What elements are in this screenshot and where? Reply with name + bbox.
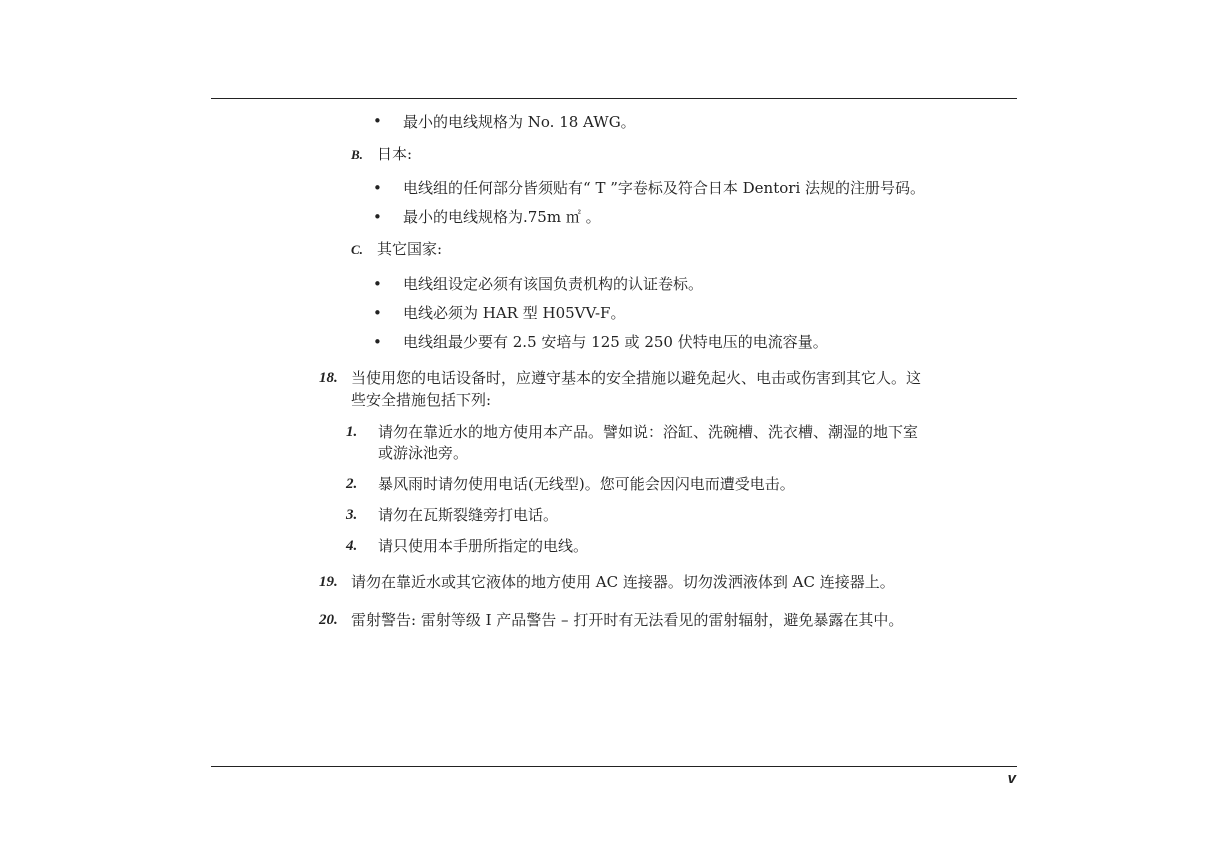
- subitem-number: 1.: [346, 424, 358, 440]
- page-number: v: [1007, 770, 1016, 787]
- bullet-text: 最小的电线规格为.75m ㎡ 。: [403, 208, 601, 226]
- item-18-line1: 当使用您的电话设备时，应遵守基本的安全措施以避免起火、电击或伤害到其它人。这: [351, 369, 922, 387]
- bullet-dot: •: [373, 208, 382, 226]
- bullet-dot: •: [373, 179, 382, 197]
- bullet-text: 最小的电线规格为 No. 18 AWG。: [403, 113, 636, 131]
- section-c-title: 其它国家:: [377, 240, 443, 258]
- subitem-number: 3.: [346, 507, 358, 523]
- item-18-number: 18.: [319, 370, 338, 386]
- item-18-line2: 些安全措施包括下列:: [351, 391, 492, 409]
- subitem-text: 请只使用本手册所指定的电线。: [378, 537, 589, 555]
- subitem-text: 请勿在靠近水的地方使用本产品。譬如说：浴缸、洗碗槽、洗衣槽、潮湿的地下室: [378, 423, 919, 441]
- subitem-text: 暴风雨时请勿使用电话(无线型)。您可能会因闪电而遭受电击。: [378, 475, 795, 493]
- bullet-dot: •: [373, 275, 382, 293]
- subitem-number: 4.: [346, 538, 358, 554]
- section-b-title: 日本:: [377, 145, 413, 163]
- section-b-label: B.: [351, 147, 363, 162]
- subitem-number: 2.: [346, 476, 358, 492]
- item-19-number: 19.: [319, 574, 338, 590]
- subitem-text: 或游泳池旁。: [378, 444, 469, 462]
- footer-rule: [211, 766, 1017, 767]
- item-19-text: 请勿在靠近水或其它液体的地方使用 AC 连接器。切勿泼洒液体到 AC 连接器上。: [351, 573, 895, 591]
- item-20-text: 雷射警告: 雷射等级 I 产品警告 – 打开时有无法看见的雷射辐射，避免暴露在其中。: [351, 611, 904, 629]
- subitem-text: 请勿在瓦斯裂缝旁打电话。: [378, 506, 559, 524]
- bullet-dot: •: [373, 333, 382, 351]
- header-rule: [211, 98, 1017, 99]
- bullet-text: 电线组设定必须有该国负责机构的认证卷标。: [403, 275, 704, 293]
- section-c-label: C.: [351, 242, 363, 257]
- bullet-text: 电线必须为 HAR 型 H05VV-F。: [403, 304, 626, 322]
- bullet-text: 电线组的任何部分皆须贴有“ T ”字卷标及符合日本 Dentori 法规的注册号码。: [403, 179, 926, 197]
- bullet-dot: •: [373, 112, 382, 130]
- bullet-text: 电线组最少要有 2.5 安培与 125 或 250 伏特电压的电流容量。: [403, 333, 828, 351]
- bullet-dot: •: [373, 304, 382, 322]
- item-20-number: 20.: [319, 612, 338, 628]
